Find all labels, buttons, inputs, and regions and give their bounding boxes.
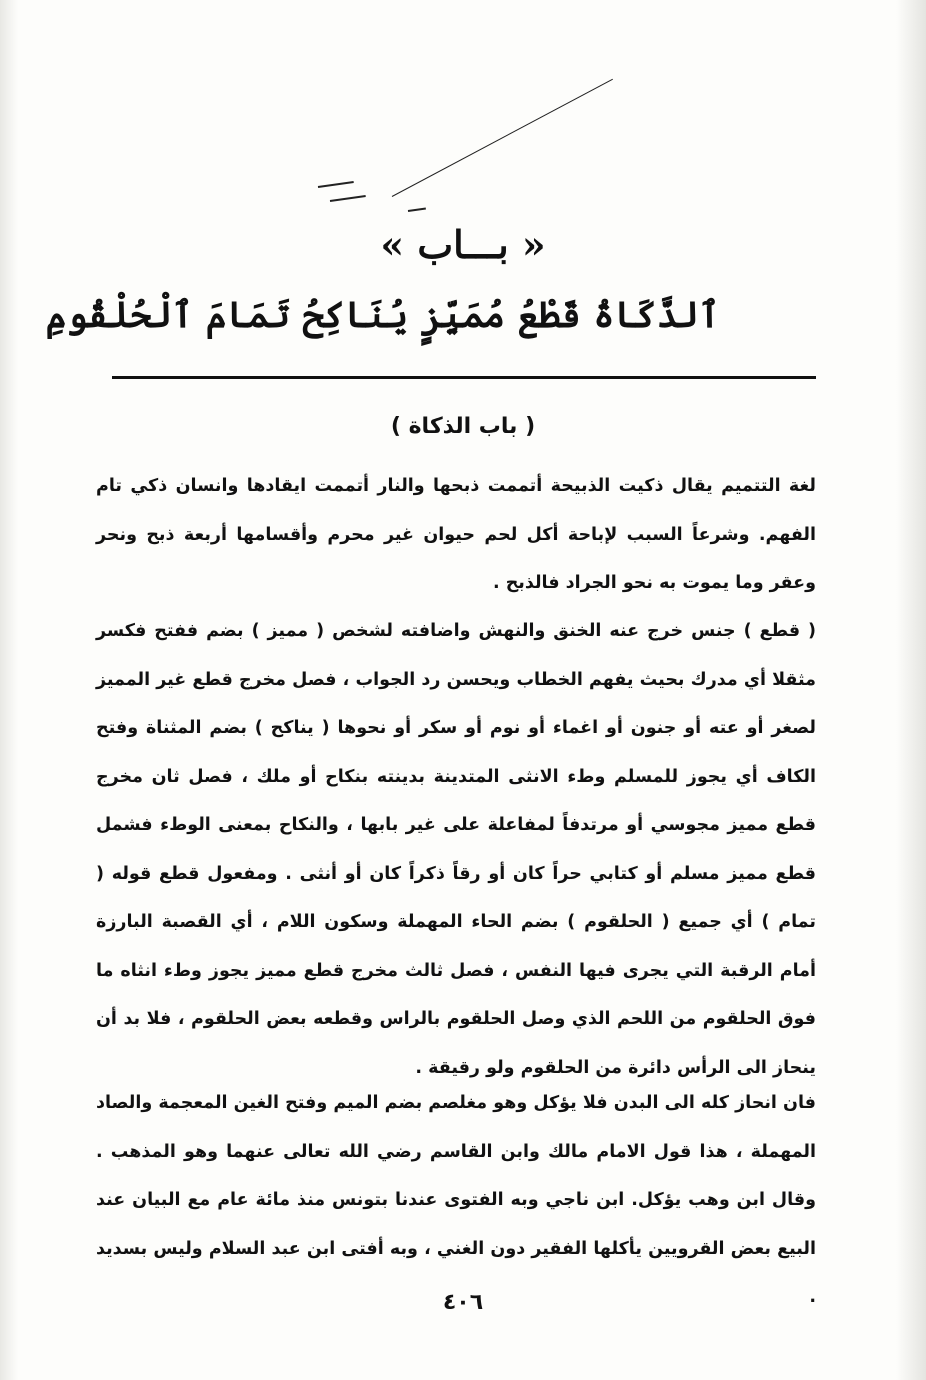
page-number: ٤٠٦	[442, 1290, 484, 1315]
decorative-stroke	[318, 181, 354, 188]
scan-edge-left	[0, 0, 18, 1380]
paragraph: ( قطع ) جنس خرج عنه الخنق والنهش واضافته لشخص ( مميز ) بضم ففتح فكسر مثقلا أي مدرك بحيث يفهم الخطاب ويحسن رد الجواب ، فصل مخرج قطع غير المميز لصغر أو عته أو جنون أو اغماء أو نوم أو سكر أو نحوها ( يناكح ) بضم المثناة وفتح الكاف أي يجوز للمسلم وطء الانثى المتدينة بدينته بنكاح أو ملك ، فصل ثان مخرج قطع مميز مجوسي أو مرتدفاً لمفاعلة على غير بابها ، والنكاح بمعنى الوطء فشمل قطع مميز مسلم أو كتابي حراً كان أو رقاً ذكراً كان أو أنثى . ومفعول قطع قوله ( تمام ) أي جميع ( الحلقوم ) بضم الحاء المهملة وسكون اللام ، أي القصبة البارزة أمام الرقبة التي يجرى فيها النفس ، فصل ثالث مخرج قطع مميز يجوز وطء انثاه ما فوق الحلقوم من اللحم الذي وصل الحلقوم بالراس وقطعه بعض الحلقوم ، فلا بد أن ينحاز الى الرأس دائرة من الحلقوم ولو رقيقة .	[96, 621, 816, 1078]
paragraph: فان انحاز كله الى البدن فلا يؤكل وهو مغلصم بضم الميم وفتح الغين المعجمة والصاد المهملة ، هذا قول الامام مالك وابن القاسم رضي الله تعالى عنهما وهو المذهب . وقال ابن وهب يؤكل. ابن ناجي وبه الفتوى عندنا بتونس منذ مائة عام مع البيان عند البيع بعض القرويين يأكلها الفقير دون الغني ، وبه أفتى ابن عبد السلام وليس بسديد .	[96, 1093, 816, 1307]
decorative-stroke	[330, 195, 366, 202]
scan-edge-right	[896, 0, 926, 1380]
decorative-stroke	[408, 208, 426, 212]
verse-line: ٱلذَّكَاةُ قَطْعُ مُمَيِّزٍ يُنَاكِحُ تَمَامَ ٱلْحُلْقُومِ	[45, 294, 720, 336]
paragraph: لغة التتميم يقال ذكيت الذبيحة أتممت ذبحها والنار أتممت ايقادها وانسان ذكي تام الفهم. وشرعاً السبب لإباحة أكل لحم حيوان غير محرم وأقسامها أربعة ذبح ونحر وعقر وما يموت به نحو الجراد فالذبح .	[96, 476, 816, 593]
horizontal-rule	[112, 376, 816, 379]
chapter-title: « بـــاب »	[380, 222, 546, 267]
section-heading: ( باب الذكاة )	[390, 414, 536, 439]
decorative-stroke	[392, 79, 613, 197]
